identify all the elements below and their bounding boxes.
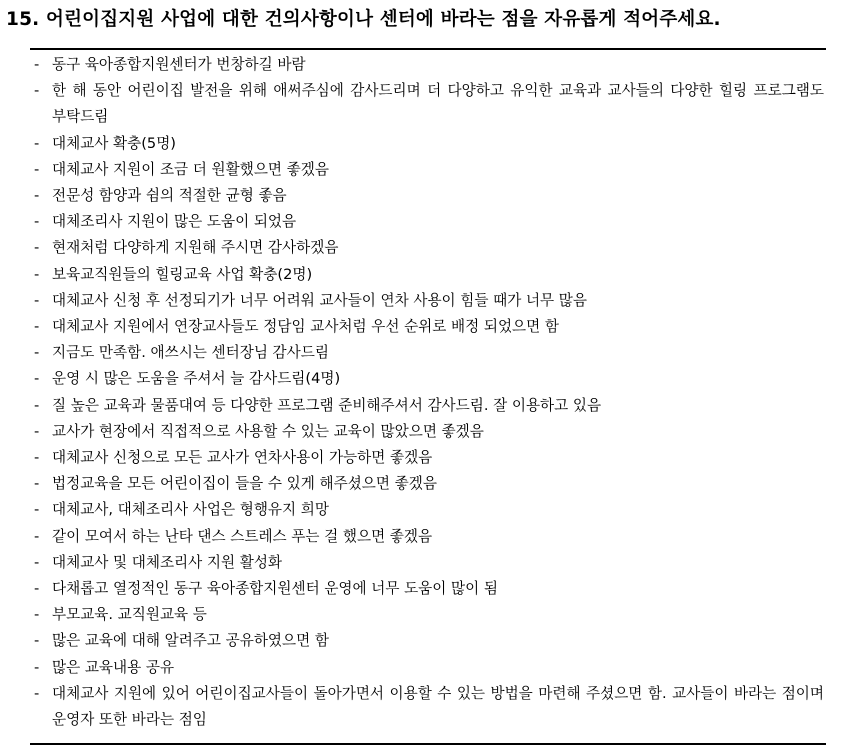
dash-bullet: - (34, 318, 40, 336)
dash-bullet: - (34, 422, 40, 440)
dash-bullet: - (34, 396, 40, 414)
answer-item (34, 524, 824, 550)
answer-text: 교사가 현장에서 직접적으로 사용할 수 있는 교육이 많았으면 좋겠음 (52, 422, 484, 440)
answer-text: 대체교사 신청으로 모든 교사가 연차사용이 가능하면 좋겠음 (52, 449, 433, 467)
answer-text: 법정교육을 모든 어린이집이 들을 수 있게 해주셨으면 좋겠음 (52, 475, 437, 493)
answer-item (34, 655, 824, 681)
answer-item (34, 576, 824, 602)
dash-bullet: - (34, 553, 40, 571)
answer-text: 대체조리사 지원이 많은 도움이 되었음 (52, 213, 297, 231)
answer-item (34, 602, 824, 628)
answer-item (34, 393, 824, 419)
answer-text: 보육교직원들의 힐링교육 사업 확충(2명) (52, 265, 313, 283)
answer-text: 운영 시 많은 도움을 주셔서 늘 감사드림(4명) (52, 370, 341, 388)
answer-item (34, 131, 824, 157)
answer-item (34, 183, 824, 209)
answer-item (34, 157, 824, 183)
dash-bullet: - (34, 501, 40, 519)
answer-item (34, 262, 824, 288)
dash-bullet: - (34, 658, 40, 676)
answer-text: 동구 육아종합지원센터가 번창하길 바람 (52, 56, 306, 73)
dash-bullet: - (34, 134, 40, 152)
dash-bullet: - (34, 344, 40, 362)
answer-item (34, 419, 824, 445)
dash-bullet: - (34, 606, 40, 624)
dash-bullet: - (34, 370, 40, 388)
answer-text: 대체교사 지원에서 연장교사들도 정담임 교사처럼 우선 순위로 배정 되었으면 함 (52, 318, 559, 336)
answer-text: 질 높은 교육과 물품대여 등 다양한 프로그램 준비해주셔서 감사드림. 잘 이용하고 있음 (52, 396, 602, 414)
answer-item (34, 52, 824, 78)
dash-bullet: - (34, 82, 40, 100)
answer-text: 대체교사, 대체조리사 사업은 형행유지 희망 (52, 501, 329, 519)
answer-text: 전문성 함양과 쉼의 적절한 균형 좋음 (52, 187, 287, 205)
answer-text: 많은 교육내용 공유 (52, 658, 175, 676)
dash-bullet: - (34, 187, 40, 205)
answer-text: 지금도 만족함. 애쓰시는 센터장님 감사드림 (52, 344, 329, 362)
answer-text: 대체교사 지원에 있어 어린이집교사들이 돌아가면서 이용할 수 있는 방법을 마련해 주셨으면 함. 교사들이 바라는 점이며 운영자 또한 바라는 점임 (52, 684, 824, 729)
answer-item (34, 78, 824, 130)
answer-item (34, 497, 824, 523)
answer-text: 다채롭고 열정적인 동구 육아종합지원센터 운영에 너무 도움이 많이 됨 (52, 580, 498, 598)
answer-text: 한 해 동안 어린이집 발전을 위해 애써주심에 감사드리며 더 다양하고 유익한 교육과 교사들의 다양한 힐링 프로그램도 부탁드림 (52, 82, 824, 126)
dash-bullet: - (34, 449, 40, 467)
answer-item (34, 235, 824, 261)
dash-bullet: - (34, 527, 40, 545)
dash-bullet: - (34, 632, 40, 650)
dash-bullet: - (34, 475, 40, 493)
answer-text: 부모교육. 교직원교육 등 (52, 606, 207, 624)
bottom-divider (30, 743, 826, 745)
answer-item (34, 314, 824, 340)
dash-bullet: - (34, 239, 40, 257)
answer-text: 대체교사 신청 후 선정되기가 너무 어려워 교사들이 연차 사용이 힘들 때가 너무 많음 (52, 291, 587, 309)
dash-bullet: - (34, 291, 40, 309)
answer-list (34, 52, 824, 733)
top-divider (30, 48, 826, 50)
answer-item (34, 471, 824, 497)
dash-bullet: - (34, 580, 40, 598)
answer-item (34, 340, 824, 366)
dash-bullet: - (34, 56, 40, 73)
answer-item (34, 445, 824, 471)
dash-bullet: - (34, 684, 40, 702)
question-title: 15. 어린이집지원 사업에 대한 건의사항이나 센터에 바라는 점을 자유롭게 적어주세요. (6, 9, 721, 30)
answer-text: 대체교사 지원이 조금 더 원활했으면 좋겠음 (52, 160, 329, 178)
dash-bullet: - (34, 213, 40, 231)
answer-item (34, 628, 824, 654)
answer-item (34, 550, 824, 576)
answer-item (34, 366, 824, 392)
answer-text: 같이 모여서 하는 난타 댄스 스트레스 푸는 걸 했으면 좋겠음 (52, 527, 433, 545)
answer-text: 대체교사 및 대체조리사 지원 활성화 (52, 553, 283, 571)
answer-text: 많은 교육에 대해 알려주고 공유하였으면 함 (52, 632, 329, 650)
dash-bullet: - (34, 265, 40, 283)
answer-text: 현재처럼 다양하게 지원해 주시면 감사하겠음 (52, 239, 339, 257)
answer-item (34, 681, 824, 733)
answer-item (34, 288, 824, 314)
answer-item (34, 209, 824, 235)
dash-bullet: - (34, 160, 40, 178)
answer-text: 대체교사 확충(5명) (52, 134, 176, 152)
